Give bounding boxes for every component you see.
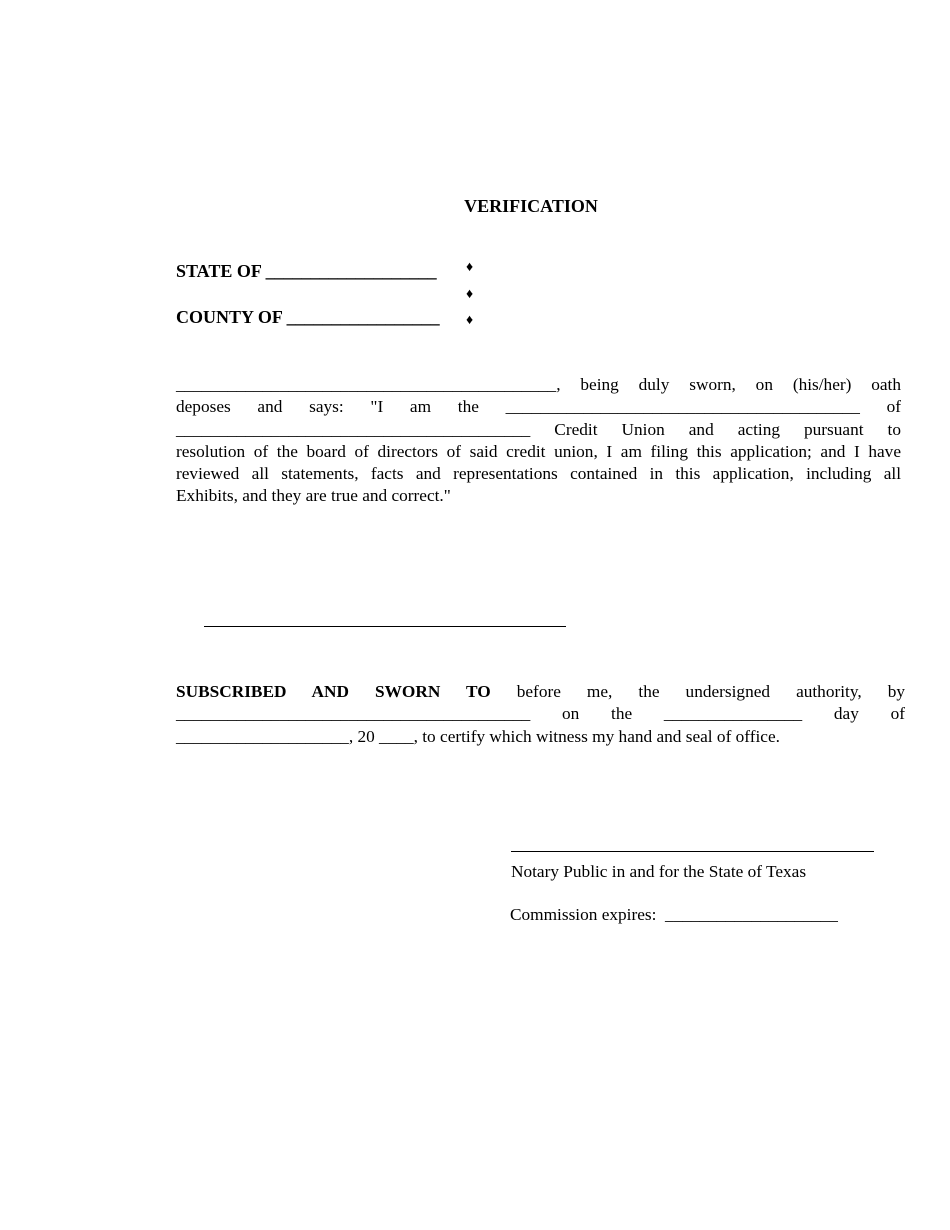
page-title: VERIFICATION (464, 196, 598, 216)
jurat-line-1 (176, 681, 905, 703)
venue-separator-diamond-3: ♦ (466, 313, 474, 328)
state-of-line: STATE OF ___________________ (176, 261, 437, 281)
jurat-line-3: ____________________, 20 ____, to certify which witness my hand and seal of office. (176, 726, 780, 746)
subscribed-and-sworn-heading: SUBSCRIBED AND SWORN TO (176, 682, 491, 701)
oath-line-2: deposes and says: "I am the _________________________________________ of (176, 397, 901, 417)
notary-public-title: Notary Public in and for the State of Texas (511, 862, 807, 881)
oath-line-5: reviewed all statements, facts and representations contained in this application, including all (176, 464, 901, 484)
notary-signature-line (511, 851, 874, 852)
county-of-line: COUNTY OF _________________ (176, 307, 440, 327)
jurat-line-1-rest: before me, the undersigned authority, by (516, 682, 905, 701)
affiant-signature-line (204, 626, 566, 627)
oath-line-3: _________________________________________ Credit Union and acting pursuant to (176, 419, 901, 439)
venue-separator-diamond-1: ♦ (466, 260, 474, 275)
jurat-line-2: _________________________________________ on the ________________ day of (176, 704, 905, 724)
oath-line-1: ____________________________________________, being duly sworn, on (his/her) oath (176, 375, 901, 394)
oath-paragraph (176, 374, 901, 508)
commission-expires-line: Commission expires: ____________________ (510, 905, 838, 924)
jurat-paragraph (176, 681, 905, 748)
oath-line-6: Exhibits, and they are true and correct." (176, 486, 451, 506)
venue-separator-diamond-2: ♦ (466, 287, 474, 302)
oath-line-4: resolution of the board of directors of said credit union, I am filing this application; and I have (176, 441, 901, 461)
